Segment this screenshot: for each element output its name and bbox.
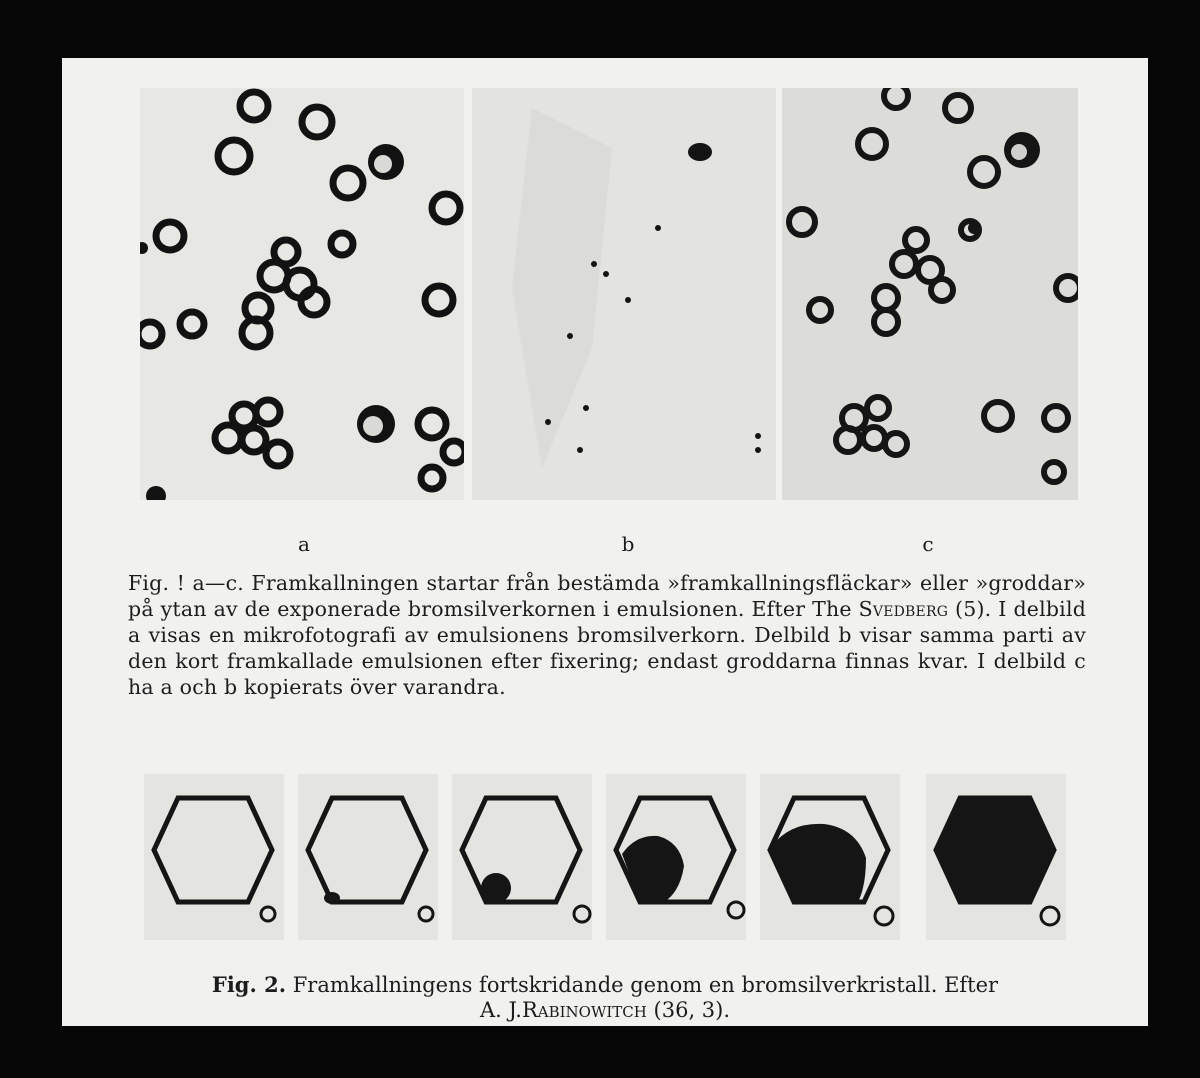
figure2-caption-initial: A. J. [479,998,522,1022]
crystal-frame-2 [298,774,438,940]
crystal-frame-6 [926,774,1066,940]
micrograph-panel-a [140,88,464,500]
grains-a-drawing [140,88,464,500]
crystal-stage-5-drawing [760,774,900,940]
crystal-frame-4 [606,774,746,940]
figure2-caption [122,972,1088,1023]
crystal-frame-1 [144,774,284,940]
figure2-caption-author: Rabinowitch [521,998,647,1022]
panel-label-c: c [922,532,934,556]
slide-page [62,58,1148,1026]
combined-overlay-drawing [782,88,1078,500]
crystal-stage-1-drawing [144,774,284,940]
crystal-stage-3-drawing [452,774,592,940]
figure1-caption-prefix: Fig. ! a—c. [128,571,244,595]
figure2-caption-line-1 [122,972,1088,998]
crystal-frame-3 [452,774,592,940]
figure1-caption-text-1: Framkallningen startar från bestämda »framkallningsfläckar» eller »groddar» på ytan av de exponerade bromsilverkornen i emulsionen. Efter The [128,571,1086,621]
crystal-stage-2-drawing [298,774,438,940]
figure1-caption [128,570,1086,700]
development-germs-drawing [472,88,776,500]
figure2-caption-ref: (36, 3). [653,998,731,1022]
micrograph-panel-b [472,88,776,500]
crystal-stage-6-drawing [926,774,1066,940]
panel-label-b: b [621,532,635,556]
panel-label-a: a [298,532,310,556]
figure2-caption-line-2 [122,998,1088,1023]
micrograph-panel-c [782,88,1078,500]
crystal-stage-4-drawing [606,774,746,940]
crystal-frame-5 [760,774,900,940]
figure1-caption-author: Svedberg [858,597,949,621]
figure1-caption-text-2: (5). I delbild a visas en mikrofotografi av emulsionens bromsilverkorn. Delbild b visar samma parti av den kort framkallade emulsionen efter fixering; endast groddarna finnas kvar. I delbild c ha a och b kopierats över varandra. [128,597,1087,699]
figure2-caption-text: Framkallningens fortskridande genom en bromsilverkristall. Efter [292,973,999,997]
figure2-caption-label: Fig. 2. [211,972,287,997]
